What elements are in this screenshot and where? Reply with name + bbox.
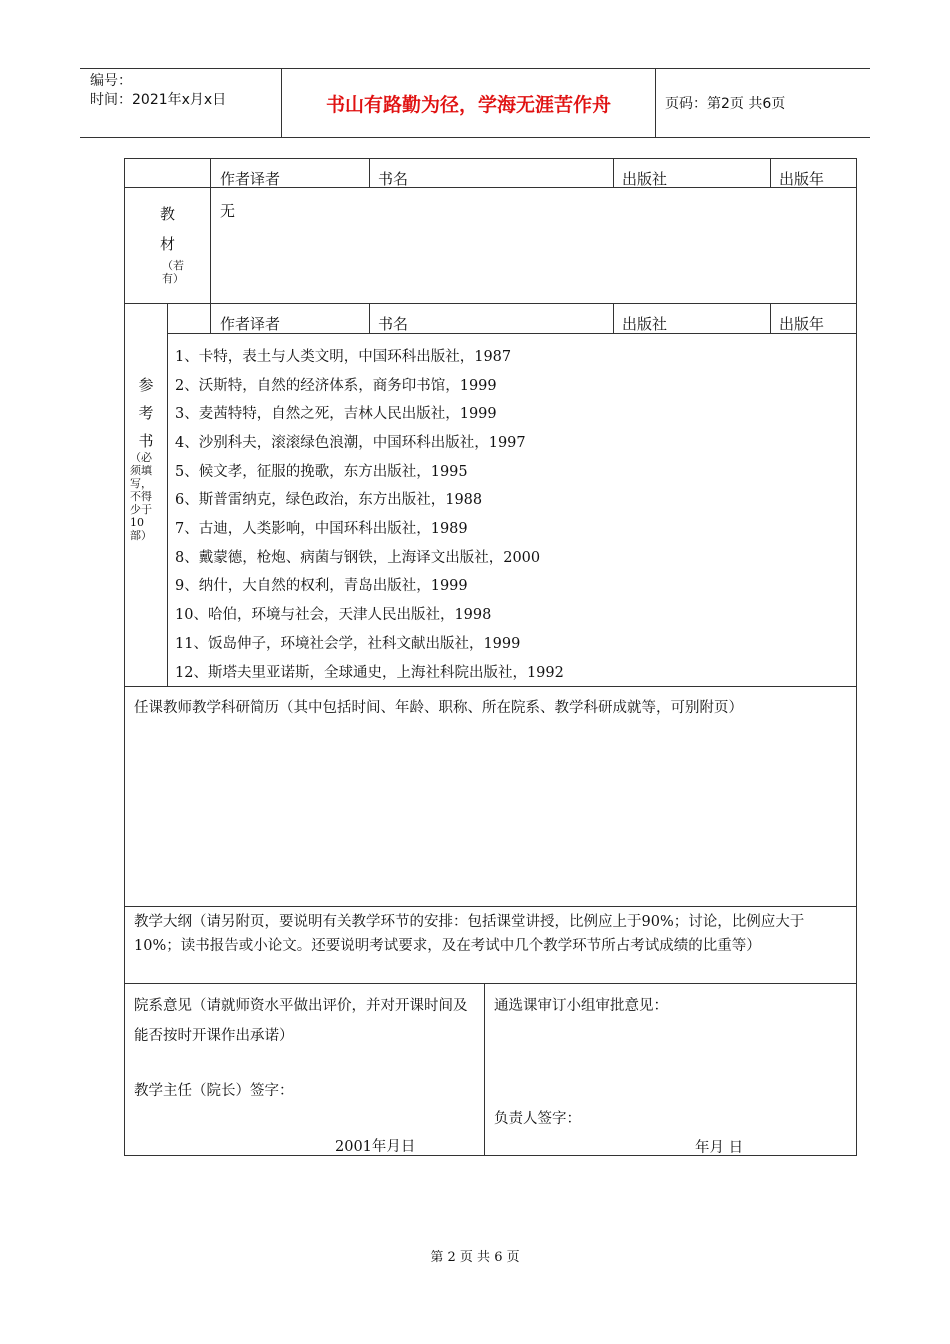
rule [167, 303, 168, 686]
department-signature-label: 教学主任（院长）签字： [134, 1083, 294, 1099]
rule [369, 303, 370, 333]
references-note: （必 须填 写， 不得 少于 10 部） [130, 451, 152, 542]
textbook-label: 教 材 （若有） [159, 205, 184, 285]
rule [125, 303, 856, 304]
ref-col-year-header: 出版年 [779, 315, 825, 333]
number-label: 编号： [90, 73, 132, 89]
rule [125, 906, 856, 907]
list-item: 3、麦茜特特，自然之死，吉林人民出版社，1999 [175, 406, 497, 422]
header-motto: 书山有路勤为径，学海无涯苦作舟 [282, 69, 656, 137]
list-item: 12、斯塔夫里亚诺斯，全球通史，上海社科院出版社，1992 [175, 665, 564, 681]
rule [210, 303, 211, 333]
rule [613, 159, 614, 187]
col-author-header: 作者译者 [220, 170, 281, 188]
list-item: 10、哈伯，环境与社会，天津人民出版社，1998 [175, 607, 492, 623]
ref-col-title-header: 书名 [378, 315, 409, 333]
list-item: 9、纳什，大自然的权利，青岛出版社，1999 [175, 578, 468, 594]
rule [125, 983, 856, 984]
committee-signature-label: 负责人签字： [494, 1111, 581, 1127]
header-page-info: 页码：第2页 共6页 [665, 96, 786, 112]
col-year-header: 出版年 [779, 170, 825, 188]
rule [484, 983, 485, 1155]
rule [770, 159, 771, 187]
textbook-value: 无 [220, 202, 236, 220]
list-item: 8、戴蒙德，枪炮、病菌与钢铁，上海译文出版社，2000 [175, 550, 541, 566]
committee-date: 年月 日 [695, 1140, 744, 1156]
department-opinion-prompt: 院系意见（请就师资水平做出评价，并对开课时间及能否按时开课作出承诺） [134, 998, 468, 1044]
rule [770, 303, 771, 333]
department-date: 2001年月日 [335, 1139, 416, 1155]
page-footer: 第 2 页 共 6 页 [430, 1250, 520, 1265]
col-title-header: 书名 [378, 170, 409, 188]
ref-col-author-header: 作者译者 [220, 315, 281, 333]
references-label: 参 考 书 [138, 376, 154, 450]
list-item: 2、沃斯特，自然的经济体系，商务印书馆，1999 [175, 378, 497, 394]
list-item: 1、卡特，表土与人类文明，中国环科出版社，1987 [175, 349, 512, 365]
ref-col-publisher-header: 出版社 [622, 315, 668, 333]
application-form [124, 158, 857, 1156]
list-item: 11、饭岛伸子，环境社会学，社科文献出版社，1999 [175, 636, 521, 652]
rule [210, 159, 211, 303]
list-item: 4、沙别科夫，滚滚绿色浪潮，中国环科出版社，1997 [175, 435, 526, 451]
syllabus-prompt: 教学大纲（请另附页，要说明有关教学环节的安排：包括课堂讲授，比例应上于90%；讨论，比例应大于10%；读书报告或小论文。还要说明考试要求，及在考试中几个教学环节所占考试成绩的比重等） [134, 914, 805, 954]
rule [369, 159, 370, 187]
list-item: 7、古迪，人类影响，中国环科出版社，1989 [175, 521, 468, 537]
document-header [80, 68, 870, 138]
list-item: 6、斯普雷纳克，绿色政治，东方出版社，1988 [175, 492, 483, 508]
rule [125, 686, 856, 687]
time-label: 时间：2021年x月x日 [90, 92, 227, 108]
list-item: 5、候文孝，征服的挽歌，东方出版社，1995 [175, 464, 468, 480]
committee-opinion-prompt: 通选课审订小组审批意见： [494, 998, 668, 1014]
col-publisher-header: 出版社 [622, 170, 668, 188]
header-meta [80, 69, 282, 137]
rule [613, 303, 614, 333]
teacher-resume-prompt: 任课教师教学科研简历（其中包括时间、年龄、职称、所在院系、教学科研成就等，可别附页） [134, 700, 743, 716]
